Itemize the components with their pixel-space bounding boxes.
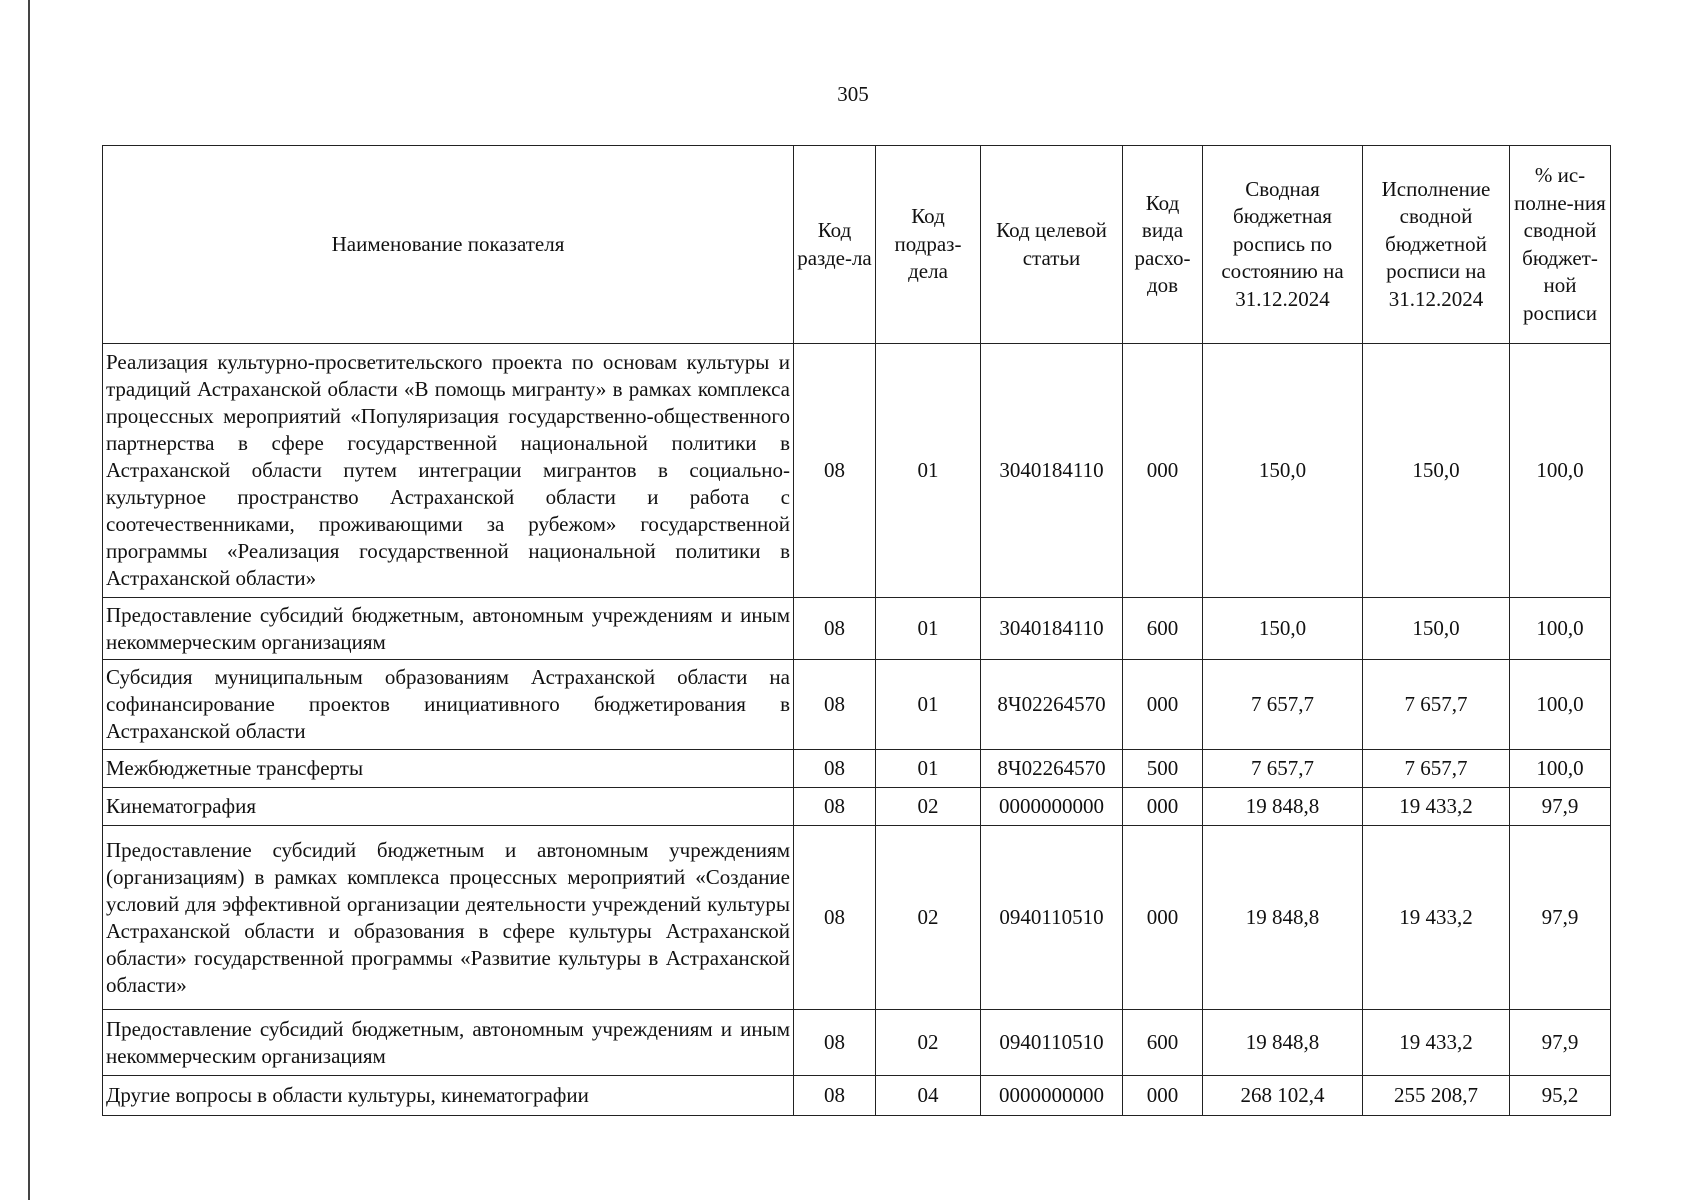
row-expense-type-code: 600 [1123,1010,1203,1076]
table-row [103,1076,1611,1116]
row-target-code: 0940110510 [981,826,1123,1010]
table-row [103,598,1611,660]
row-budget-execution: 19 433,2 [1363,826,1510,1010]
header-budget-schedule: Сводная бюджетная роспись по состоянию на 31.12.2024 [1203,146,1363,344]
row-expense-type-code: 000 [1123,344,1203,598]
row-name: Субсидия муниципальным образованиям Астраханской области на софинансирование проектов инициативного бюджетирования в Астраханской области [103,660,794,750]
row-section-code: 08 [794,750,876,788]
row-budget-schedule: 268 102,4 [1203,1076,1363,1116]
row-section-code: 08 [794,826,876,1010]
row-execution-percent: 95,2 [1510,1076,1611,1116]
row-subsection-code: 01 [876,750,981,788]
row-target-code: 3040184110 [981,344,1123,598]
row-target-code: 8Ч02264570 [981,660,1123,750]
row-budget-execution: 7 657,7 [1363,750,1510,788]
row-target-code: 0000000000 [981,788,1123,826]
row-name: Кинематография [103,788,794,826]
row-expense-type-code: 000 [1123,660,1203,750]
header-name: Наименование показателя [103,146,794,344]
row-budget-schedule: 7 657,7 [1203,750,1363,788]
row-execution-percent: 97,9 [1510,1010,1611,1076]
row-name: Реализация культурно-просветительского проекта по основам культуры и традиций Астраханской области «В помощь мигранту» в рамках комплекса процессных мероприятий «Популяризация государственно-общественного партнерства в сфере государственной национальной политики в Астраханской области путем интеграции мигрантов в социально-культурное пространство Астраханской области и работа с соотечественниками, проживающими за рубежом» государственной программы «Реализация государственной национальной политики в Астраханской области» [103,344,794,598]
row-subsection-code: 01 [876,344,981,598]
row-expense-type-code: 600 [1123,598,1203,660]
row-section-code: 08 [794,788,876,826]
row-budget-schedule: 19 848,8 [1203,788,1363,826]
row-section-code: 08 [794,660,876,750]
row-name: Предоставление субсидий бюджетным, автономным учреждениям и иным некоммерческим организациям [103,1010,794,1076]
row-budget-schedule: 150,0 [1203,598,1363,660]
header-budget-execution: Исполнение сводной бюджетной росписи на 31.12.2024 [1363,146,1510,344]
row-execution-percent: 97,9 [1510,788,1611,826]
page-margin-line [28,0,30,1200]
table-row [103,826,1611,1010]
row-budget-execution: 255 208,7 [1363,1076,1510,1116]
row-subsection-code: 02 [876,1010,981,1076]
header-subsection-code: Код подраз-дела [876,146,981,344]
row-name: Предоставление субсидий бюджетным, автономным учреждениям и иным некоммерческим организациям [103,598,794,660]
row-budget-execution: 150,0 [1363,598,1510,660]
row-execution-percent: 100,0 [1510,598,1611,660]
row-budget-execution: 150,0 [1363,344,1510,598]
row-expense-type-code: 000 [1123,788,1203,826]
row-name: Предоставление субсидий бюджетным и автономным учреждениям (организациям) в рамках комплекса процессных мероприятий «Создание условий для эффективной организации деятельности учреждений культуры Астраханской области и образования в сфере культуры Астраханской области» государственной программы «Развитие культуры в Астраханской области» [103,826,794,1010]
table-row [103,1010,1611,1076]
row-execution-percent: 100,0 [1510,750,1611,788]
row-section-code: 08 [794,1010,876,1076]
row-execution-percent: 100,0 [1510,344,1611,598]
row-subsection-code: 02 [876,788,981,826]
page-number: 305 [837,82,869,106]
row-expense-type-code: 000 [1123,826,1203,1010]
row-budget-execution: 7 657,7 [1363,660,1510,750]
row-budget-schedule: 19 848,8 [1203,826,1363,1010]
row-budget-schedule: 19 848,8 [1203,1010,1363,1076]
table-row [103,344,1611,598]
table-header-row [103,146,1611,344]
row-expense-type-code: 500 [1123,750,1203,788]
header-target-code: Код целевой статьи [981,146,1123,344]
row-section-code: 08 [794,344,876,598]
table-row [103,750,1611,788]
row-subsection-code: 02 [876,826,981,1010]
header-execution-percent: % ис-полне-ния сводной бюджет-ной росписи [1510,146,1611,344]
row-section-code: 08 [794,598,876,660]
row-target-code: 8Ч02264570 [981,750,1123,788]
row-subsection-code: 04 [876,1076,981,1116]
row-budget-execution: 19 433,2 [1363,1010,1510,1076]
row-target-code: 3040184110 [981,598,1123,660]
header-section-code: Код разде-ла [794,146,876,344]
row-subsection-code: 01 [876,660,981,750]
table-row [103,788,1611,826]
row-budget-schedule: 7 657,7 [1203,660,1363,750]
row-name: Другие вопросы в области культуры, кинематографии [103,1076,794,1116]
row-execution-percent: 100,0 [1510,660,1611,750]
row-section-code: 08 [794,1076,876,1116]
row-budget-execution: 19 433,2 [1363,788,1510,826]
row-expense-type-code: 000 [1123,1076,1203,1116]
row-name: Межбюджетные трансферты [103,750,794,788]
row-budget-schedule: 150,0 [1203,344,1363,598]
row-target-code: 0000000000 [981,1076,1123,1116]
header-expense-type-code: Код вида расхо-дов [1123,146,1203,344]
budget-table [102,145,1611,1116]
table-row [103,660,1611,750]
row-subsection-code: 01 [876,598,981,660]
row-execution-percent: 97,9 [1510,826,1611,1010]
row-target-code: 0940110510 [981,1010,1123,1076]
